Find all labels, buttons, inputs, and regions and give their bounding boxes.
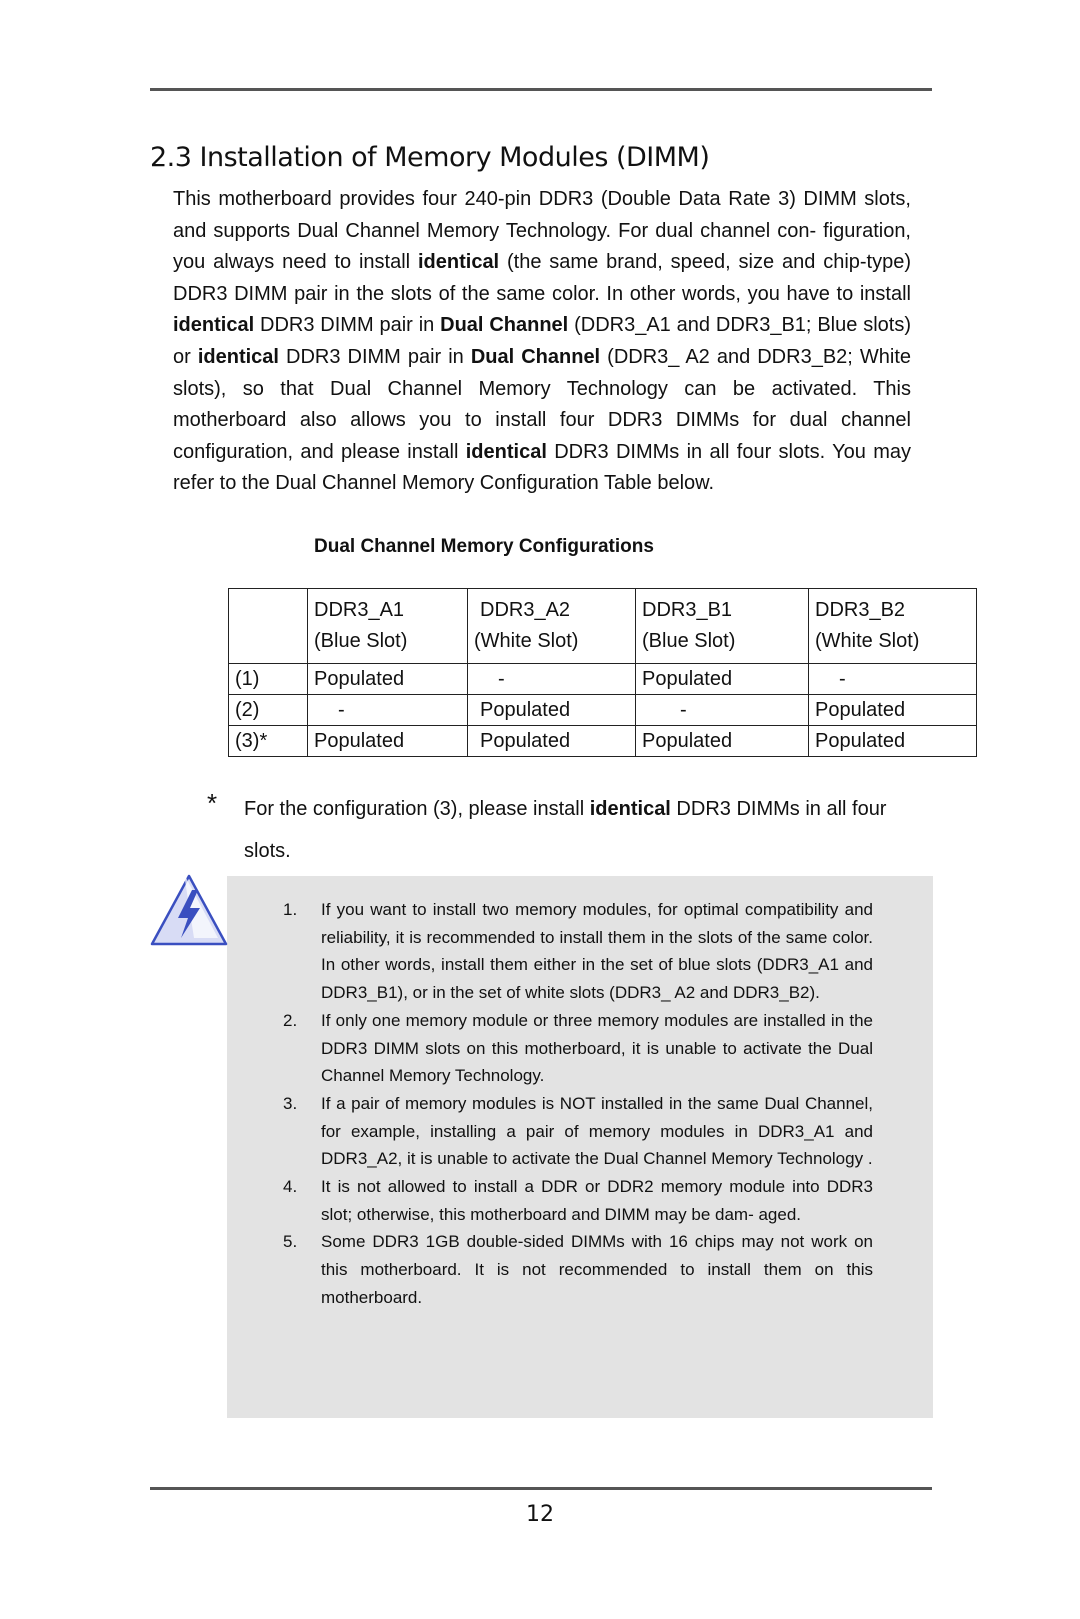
intro-text: DDR3 DIMM pair in bbox=[278, 345, 471, 368]
table-cell: Populated bbox=[809, 695, 977, 726]
note-number: 1. bbox=[283, 900, 298, 919]
header-cell-a2 bbox=[468, 589, 636, 664]
header-slot: DDR3_B1 bbox=[642, 599, 733, 621]
intro-text: (DDR3_ A2 and DDR3_B2; White slots), so that Dual Channel Memory Technology can be activated. This motherboard also allows you to install four DDR3 DIMMs for dual channel configuration, and please install bbox=[173, 345, 911, 463]
note-item bbox=[283, 1090, 873, 1173]
table-row bbox=[229, 664, 977, 695]
intro-bold: identical bbox=[465, 440, 547, 463]
note-item bbox=[283, 1007, 873, 1090]
note-text: If you want to install two memory modules, for optimal compatibility and reliability, it is recommended to install them in the slots of the same color. In other words, install them either in the set of blue slots (DDR3_A1 and DDR3_B1), or in the set of white slots (DDR3_ A2 and DDR3_B2). bbox=[321, 900, 873, 1003]
header-cell-b2 bbox=[809, 589, 977, 664]
header-color: (Blue Slot) bbox=[642, 630, 736, 652]
row-label: (2) bbox=[229, 695, 308, 726]
header-cell-b1 bbox=[636, 589, 809, 664]
note-text: If a pair of memory modules is NOT installed in the same Dual Channel, for example, installing a pair of memory modules in DDR3_A1 and DDR3_A2, it is unable to activate the Dual Channel Memory Technology . bbox=[321, 1093, 873, 1169]
header-slot: DDR3_A2 bbox=[480, 599, 571, 621]
table-cell: - bbox=[468, 664, 636, 695]
intro-text: (DDR3_A1 and DDR3_B1; Blue slots) or bbox=[173, 314, 911, 368]
note-number: 5. bbox=[283, 1232, 298, 1252]
intro-text: This motherboard provides four 240-pin DDR3 (Double Data Rate 3) DIMM slots, and supports Dual Channel Memory Technology. For dual channel con- figuration, you always need to install bbox=[173, 188, 911, 274]
footer-rule bbox=[150, 1487, 932, 1490]
table-cell: - bbox=[636, 695, 809, 726]
row-label: (3)* bbox=[229, 726, 308, 757]
note-number: 4. bbox=[283, 1177, 298, 1197]
intro-bold: Dual Channel bbox=[470, 345, 601, 368]
note-item bbox=[283, 1228, 873, 1311]
intro-bold: identical bbox=[197, 345, 279, 368]
note-text: If only one memory module or three memory modules are installed in the DDR3 DIMM slots on this motherboard, it is unable to activate the Dual Channel Memory Technology. bbox=[321, 1010, 873, 1086]
header-rule bbox=[150, 88, 932, 91]
section-title: 2.3 Installation of Memory Modules (DIMM) bbox=[150, 142, 710, 173]
warning-lightning-icon bbox=[148, 872, 230, 948]
footnote-marker: * bbox=[207, 788, 218, 818]
table-header-row bbox=[229, 589, 977, 664]
table-cell: Populated bbox=[308, 664, 468, 695]
table-row bbox=[229, 726, 977, 757]
note-item bbox=[283, 896, 873, 1007]
note-text: It is not allowed to install a DDR or DDR2 memory module into DDR3 slot; otherwise, this motherboard and DIMM may be dam- aged. bbox=[321, 1177, 873, 1224]
note-number: 2. bbox=[283, 1010, 298, 1030]
header-color: (White Slot) bbox=[474, 630, 579, 652]
note-number: 3. bbox=[283, 1093, 298, 1113]
table-row bbox=[229, 695, 977, 726]
table-cell: Populated bbox=[809, 726, 977, 757]
footnote-bold: identical bbox=[589, 798, 671, 820]
row-label: (1) bbox=[229, 664, 308, 695]
header-slot: DDR3_B2 bbox=[815, 599, 906, 621]
table-cell: Populated bbox=[308, 726, 468, 757]
header-cell-a1 bbox=[308, 589, 468, 664]
table-cell: - bbox=[809, 664, 977, 695]
footnote-post: DDR3 DIMMs in all four slots. bbox=[244, 798, 887, 862]
intro-bold: identical bbox=[417, 251, 500, 274]
table-cell: Populated bbox=[468, 695, 636, 726]
note-text: Some DDR3 1GB double-sided DIMMs with 16 chips may not work on this motherboard. It is not recommended to install them on this motherboard. bbox=[321, 1232, 873, 1307]
table-title: Dual Channel Memory Configurations bbox=[314, 536, 654, 557]
intro-paragraph bbox=[173, 184, 911, 500]
memory-config-table bbox=[228, 588, 977, 757]
intro-bold: Dual Channel bbox=[440, 314, 569, 337]
intro-bold: identical bbox=[173, 314, 255, 337]
note-item bbox=[283, 1173, 873, 1228]
table-cell: Populated bbox=[468, 726, 636, 757]
footnote-pre: For the configuration (3), please install bbox=[244, 798, 590, 820]
page-number: 12 bbox=[526, 1502, 554, 1527]
header-empty-cell bbox=[229, 589, 308, 664]
table-cell: Populated bbox=[636, 664, 809, 695]
header-slot: DDR3_A1 bbox=[314, 599, 405, 621]
notes-list bbox=[283, 896, 873, 1312]
intro-text: DDR3 DIMM pair in bbox=[254, 314, 441, 337]
footnote-text bbox=[244, 788, 934, 872]
intro-text: DDR3 DIMMs in all four slots. You may refer to the Dual Channel Memory Configuration Table below. bbox=[173, 440, 911, 495]
intro-text: (the same brand, speed, size and chip-type) DDR3 DIMM pair in the slots of the same color. In other words, you have to install bbox=[173, 251, 912, 305]
header-color: (White Slot) bbox=[815, 630, 920, 652]
table-cell: Populated bbox=[636, 726, 809, 757]
header-color: (Blue Slot) bbox=[314, 630, 408, 652]
table-cell: - bbox=[308, 695, 468, 726]
